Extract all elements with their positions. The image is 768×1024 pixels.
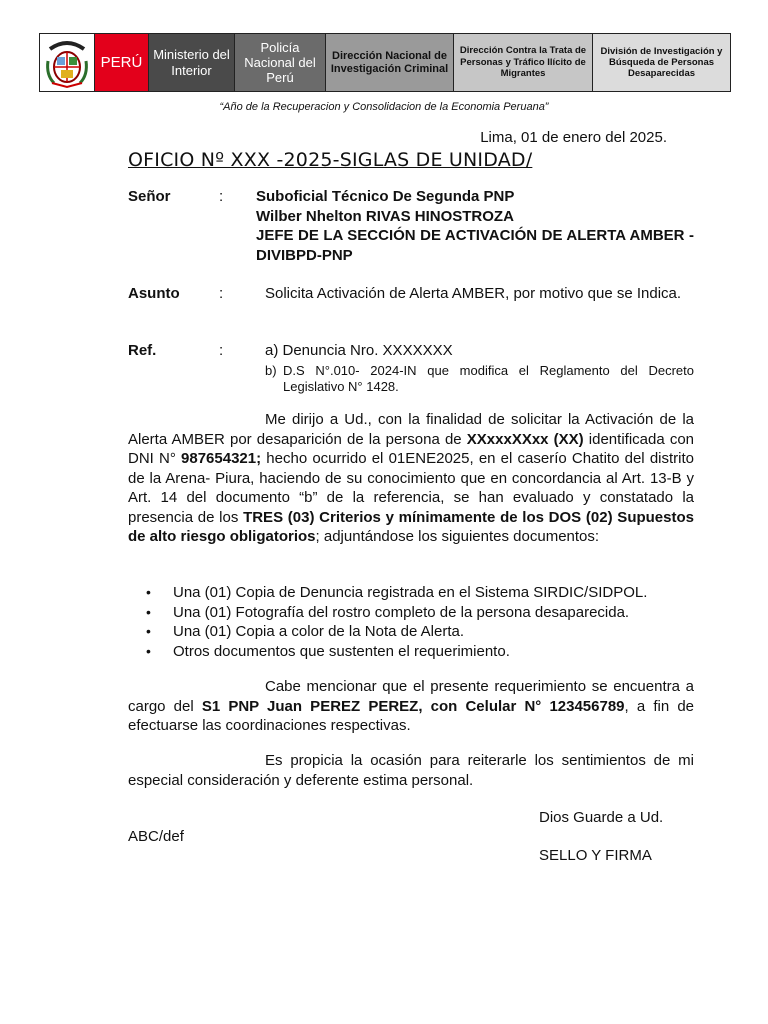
body2-text-2: , a fin de efectuarse las coordinaciones respectivas.: [128, 697, 694, 734]
reference-b-prefix: b): [265, 362, 277, 378]
peru-coat-of-arms-logo: [40, 34, 95, 91]
body1-text-3: hecho ocurrido el 01ENE2025, en el caserío Chatito del distrito de la Arena- Piura, haciendo de su conocimiento que en concordancia al Art. 13-B y Art. 14 del documento “b” de la referencia, se han evaluado y constatado la presencia de los: [128, 450, 694, 526]
recipient-rank: Suboficial Técnico De Segunda PNP: [256, 188, 515, 205]
signature-placeholder: SELLO Y FIRMA: [539, 847, 652, 864]
closing-salutation: Dios Guarde a Ud.: [539, 809, 664, 826]
ref-colon: :: [219, 342, 224, 359]
body-paragraph-2: [128, 677, 694, 736]
officer-in-charge: S1 PNP Juan PEREZ PEREZ, con Celular N° 123456789: [201, 697, 625, 715]
senor-colon: :: [219, 188, 224, 205]
asunto-colon: :: [219, 285, 224, 302]
body3-text: Es propicia la ocasión para reiterarle los sentimientos de mi especial consideración y deferente estima personal.: [128, 752, 694, 789]
year-motto: “Año de la Recuperacion y Consolidacion de la Economia Peruana”: [219, 101, 549, 113]
document-title: OFICIO Nº XXX -2025-SIGLAS DE UNIDAD/: [128, 149, 533, 171]
body-paragraph-1: [128, 410, 694, 547]
ref-label: Ref.: [128, 342, 157, 359]
reference-b-text: D.S N°.010- 2024-IN que modifica el Reglamento del Decreto Legislativo N° 1428.: [283, 362, 694, 394]
senor-label: Señor: [128, 188, 171, 205]
policia-label: Policía Nacional del Perú: [235, 34, 326, 91]
list-item: • Una (01) Copia a color de la Nota de Alerta.: [128, 622, 647, 642]
trata-label: Dirección Contra la Trata de Personas y Tráfico Ilícito de Migrantes: [454, 34, 593, 91]
asunto-label: Asunto: [128, 285, 180, 302]
list-item: • Una (01) Copia de Denuncia registrada en el Sistema SIRDIC/SIDPOL.: [128, 583, 647, 603]
criteria-text: TRES (03) Criterios y mínimamente de los DOS (02) Supuestos de alto riesgo obligatorios: [128, 508, 694, 545]
reference-a: a) Denuncia Nro. XXXXXXX: [265, 342, 453, 359]
division-label: División de Investigación y Búsqueda de Personas Desaparecidas: [593, 34, 730, 91]
peru-label: PERÚ: [95, 34, 149, 91]
recipient-name: Wilber Nhelton RIVAS HINOSTROZA: [256, 207, 514, 225]
body1-text-1: Me dirijo a Ud., con la finalidad de solicitar la Activación de la Alerta AMBER por desaparición de la persona de: [128, 411, 694, 448]
dni-number: 987654321;: [181, 450, 262, 467]
subject-block: [128, 284, 694, 324]
direccion-label: Dirección Nacional de Investigación Criminal: [326, 34, 454, 91]
document-date: Lima, 01 de enero del 2025.: [480, 129, 667, 146]
recipient-block: [128, 187, 694, 267]
body1-text-2: identificada con DNI N°: [128, 430, 694, 467]
subject-text: Solicita Activación de Alerta AMBER, por motivo que se Indica.: [265, 285, 682, 302]
body-paragraph-3: [128, 751, 694, 790]
recipient-details: [256, 187, 694, 265]
institutional-header: [39, 33, 731, 92]
recipient-position: JEFE DE LA SECCIÓN DE ACTIVACIÓN DE ALERTA AMBER - DIVIBPD-PNP: [256, 227, 694, 264]
reference-initials: ABC/def: [128, 828, 184, 845]
attached-documents-list: [128, 583, 647, 661]
coat-of-arms-icon: [44, 37, 90, 89]
list-item: • Una (01) Fotografía del rostro completo de la persona desaparecida.: [128, 603, 647, 623]
body1-text-4: ; adjuntándose los siguientes documentos:: [315, 528, 600, 545]
reference-b: [265, 363, 694, 395]
list-item: • Otros documentos que sustenten el requerimiento.: [128, 642, 647, 662]
ministerio-label: Ministerio del Interior: [149, 34, 235, 91]
reference-list: [265, 341, 694, 395]
reference-block: [128, 341, 694, 397]
missing-person-name: XXxxxXXxx (XX): [466, 430, 584, 448]
body2-text-1: Cabe mencionar que el presente requerimiento se encuentra a cargo del: [128, 678, 694, 715]
